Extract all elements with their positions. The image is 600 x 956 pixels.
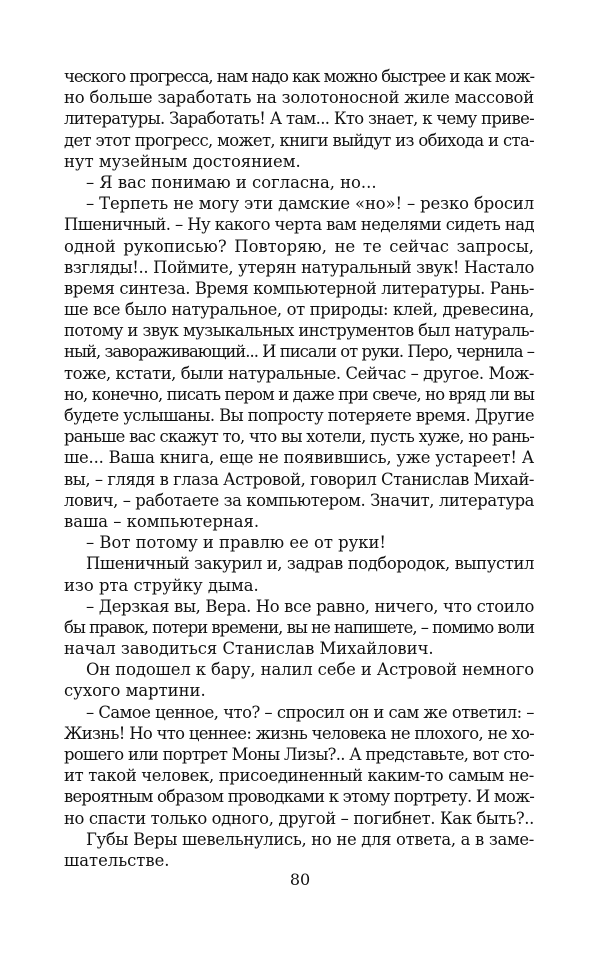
text-line: – Я вас понимаю и согласна, но...: [86, 172, 377, 192]
text-line: вероятным образом проводками к этому портрету. И мож-: [64, 787, 535, 807]
text-line: рошего или портрет Моны Лизы?.. А представьте, вот сто-: [64, 745, 534, 764]
text-line: но, конечно, писать пером и даже при свече, но вряд ли вы: [64, 384, 534, 404]
text-line: сухого мартини.: [64, 681, 206, 701]
text-line: время синтеза. Время компьютерной литературы. Рань-: [64, 278, 534, 298]
text-line: Жизнь! Но что ценнее: жизнь человека не плохого, не хо-: [64, 723, 535, 743]
text-line: потому и звук музыкальных инструментов был натураль-: [64, 321, 534, 341]
text-line: шательстве.: [64, 850, 170, 870]
text-line: ит такой человек, присоединенный каким-то самым не-: [64, 766, 535, 786]
body-text: [64, 66, 534, 871]
text-line: будете услышаны. Вы попросту потеряете время. Другие: [64, 406, 535, 425]
text-line: – Терпеть не могу эти дамские «но»! – резко бросил: [86, 194, 535, 214]
text-line: ческого прогресса, нам надо как можно быстрее и как мож-: [64, 67, 535, 86]
text-line: раньше вас скажут то, что вы хотели, пусть хуже, но рань-: [64, 427, 534, 447]
text-line: Пшеничный. – Ну какого черта вам неделями сидеть над: [64, 215, 534, 235]
text-line: но спасти только одного, другой – погибнет. Как быть?..: [64, 808, 534, 828]
text-line: Губы Веры шевельнулись, но не для ответа, а в заме-: [86, 829, 534, 849]
text-line: лович, – работаете за компьютером. Значит, литература: [64, 490, 534, 510]
text-line: вы, – глядя в глаза Астровой, говорил Станислав Михай-: [64, 469, 535, 489]
text-line: бы правок, потери времени, вы не напишете, – помимо воли: [64, 617, 534, 637]
text-line: изо рта струйку дыма.: [64, 575, 259, 595]
text-line: ше... Ваша книга, еще не появившись, уже устареет! А: [64, 448, 534, 468]
text-line: одной рукописью? Повторяю, не те сейчас запросы,: [64, 236, 534, 256]
text-line: начал заводиться Станислав Михайлович.: [64, 639, 434, 659]
text-line: ше все было натуральное, от природы: клей, древесина,: [64, 300, 534, 320]
page-number: 80: [289, 870, 311, 889]
text-line: Он подошел к бару, налил себе и Астровой немного: [86, 660, 535, 680]
text-line: – Дерзкая вы, Вера. Но все равно, ничего, что стоило: [86, 596, 534, 616]
text-line: – Вот потому и правлю ее от руки!: [86, 533, 387, 553]
text-line: тоже, кстати, были натуральные. Сейчас – другое. Мож-: [64, 363, 535, 383]
text-line: – Самое ценное, что? – спросил он и сам же ответил: –: [86, 702, 534, 722]
text-line: но больше заработать на золотоносной жиле массовой: [64, 88, 534, 108]
text-line: нут музейным достоянием.: [64, 151, 301, 171]
text-line: Пшеничный закурил и, задрав подбородок, выпустил: [86, 554, 535, 574]
text-line: взгляды!.. Поймите, утерян натуральный звук! Настало: [64, 257, 534, 277]
text-line: ваша – компьютерная.: [64, 511, 260, 531]
text-line: литературы. Заработать! А там... Кто знает, к чему приве-: [64, 109, 534, 129]
text-line: дет этот прогресс, может, книги выйдут из обихода и ста-: [64, 130, 534, 150]
text-line: ный, завораживающий... И писали от руки. Перо, чернила –: [64, 342, 535, 362]
